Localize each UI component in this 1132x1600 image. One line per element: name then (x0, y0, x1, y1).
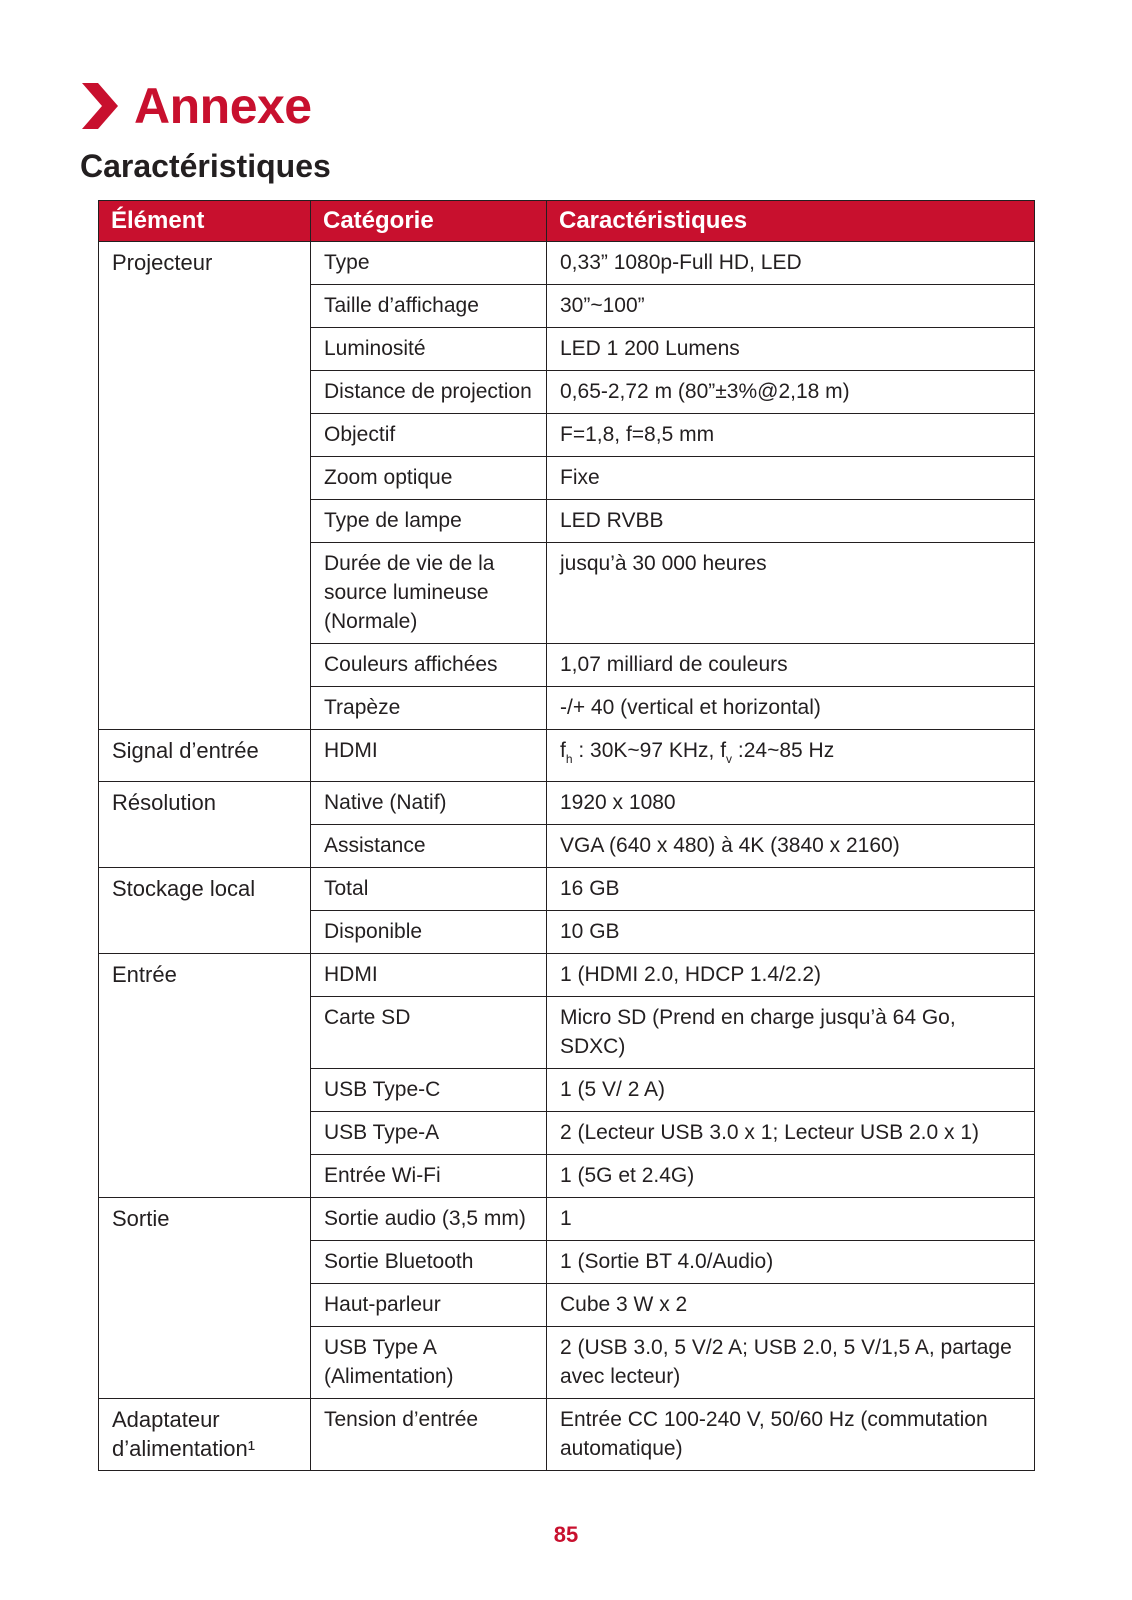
value-cell: 0,65-2,72 m (80”±3%@2,18 m) (547, 371, 1035, 414)
table-row (99, 954, 1035, 997)
header-category: Catégorie (311, 201, 547, 242)
category-cell: Luminosité (311, 328, 547, 371)
value-cell: -/+ 40 (vertical et horizontal) (547, 687, 1035, 730)
category-cell: Couleurs affichées (311, 644, 547, 687)
page-number: 85 (553, 1522, 579, 1547)
category-cell: Assistance (311, 825, 547, 868)
section-title: Caractéristiques (80, 148, 331, 184)
element-cell: Adaptateur d’alimentation¹ (99, 1399, 311, 1471)
header-specifications: Caractéristiques (547, 201, 1035, 242)
value-cell: LED 1 200 Lumens (547, 328, 1035, 371)
value-cell: 1 (Sortie BT 4.0/Audio) (547, 1241, 1035, 1284)
table-row (99, 242, 1035, 285)
category-cell: Entrée Wi-Fi (311, 1155, 547, 1198)
category-cell: Disponible (311, 911, 547, 954)
category-cell: USB Type-C (311, 1069, 547, 1112)
table-body (99, 242, 1035, 1471)
category-cell: Taille d’affichage (311, 285, 547, 328)
category-cell: Sortie Bluetooth (311, 1241, 547, 1284)
category-cell: USB Type A (Alimentation) (311, 1327, 547, 1399)
value-cell: LED RVBB (547, 500, 1035, 543)
subscript-text: h (565, 752, 573, 766)
element-cell: Stockage local (99, 868, 311, 954)
category-cell: Type de lampe (311, 500, 547, 543)
category-cell: Tension d’entrée (311, 1399, 547, 1471)
value-cell: Micro SD (Prend en charge jusqu’à 64 Go, SDXC) (547, 997, 1035, 1069)
table-row (99, 868, 1035, 911)
element-cell: Sortie (99, 1198, 311, 1399)
category-cell: Durée de vie de la source lumineuse (Normale) (311, 543, 547, 644)
category-cell: Objectif (311, 414, 547, 457)
value-cell: 1920 x 1080 (547, 782, 1035, 825)
value-cell: 2 (USB 3.0, 5 V/2 A; USB 2.0, 5 V/1,5 A, partage avec lecteur) (547, 1327, 1035, 1399)
value-cell: Entrée CC 100-240 V, 50/60 Hz (commutation automatique) (547, 1399, 1035, 1471)
element-cell: Projecteur (99, 242, 311, 730)
table-row (99, 1198, 1035, 1241)
value-cell: 0,33” 1080p-Full HD, LED (547, 242, 1035, 285)
value-text: :24~85 Hz (732, 739, 835, 762)
category-cell: USB Type-A (311, 1112, 547, 1155)
header-element: Élément (99, 201, 311, 242)
value-cell: 16 GB (547, 868, 1035, 911)
table-row (99, 782, 1035, 825)
value-cell: Cube 3 W x 2 (547, 1284, 1035, 1327)
category-cell: Total (311, 868, 547, 911)
category-cell: HDMI (311, 954, 547, 997)
value-cell: 1 (HDMI 2.0, HDCP 1.4/2.2) (547, 954, 1035, 997)
value-cell: 10 GB (547, 911, 1035, 954)
category-cell: Zoom optique (311, 457, 547, 500)
specifications-table (98, 200, 1035, 1471)
element-cell: Résolution (99, 782, 311, 868)
chapter-heading (80, 76, 312, 136)
category-cell: Native (Natif) (311, 782, 547, 825)
value-cell: 2 (Lecteur USB 3.0 x 1; Lecteur USB 2.0 x 1) (547, 1112, 1035, 1155)
table-row (99, 730, 1035, 782)
category-cell: HDMI (311, 730, 547, 782)
value-text: : 30K~97 KHz, f (572, 739, 727, 762)
table-row (99, 1399, 1035, 1471)
chapter-title: Annexe (134, 78, 312, 134)
value-cell: 1 (5 V/ 2 A) (547, 1069, 1035, 1112)
category-cell: Trapèze (311, 687, 547, 730)
value-cell: 1 (5G et 2.4G) (547, 1155, 1035, 1198)
value-cell: VGA (640 x 480) à 4K (3840 x 2160) (547, 825, 1035, 868)
category-cell: Carte SD (311, 997, 547, 1069)
value-cell: Fixe (547, 457, 1035, 500)
value-cell: 30”~100” (547, 285, 1035, 328)
category-cell: Distance de projection (311, 371, 547, 414)
element-cell: Entrée (99, 954, 311, 1198)
category-cell: Sortie audio (3,5 mm) (311, 1198, 547, 1241)
category-cell: Haut-parleur (311, 1284, 547, 1327)
element-cell: Signal d’entrée (99, 730, 311, 782)
subscript-text: v (726, 752, 733, 766)
value-cell (547, 730, 1035, 782)
value-cell: F=1,8, f=8,5 mm (547, 414, 1035, 457)
value-cell: 1 (547, 1198, 1035, 1241)
value-cell: 1,07 milliard de couleurs (547, 644, 1035, 687)
table-header-row (99, 201, 1035, 242)
chevron-right-icon (80, 81, 120, 131)
category-cell: Type (311, 242, 547, 285)
value-cell: jusqu’à 30 000 heures (547, 543, 1035, 644)
value-text: f (560, 739, 566, 762)
